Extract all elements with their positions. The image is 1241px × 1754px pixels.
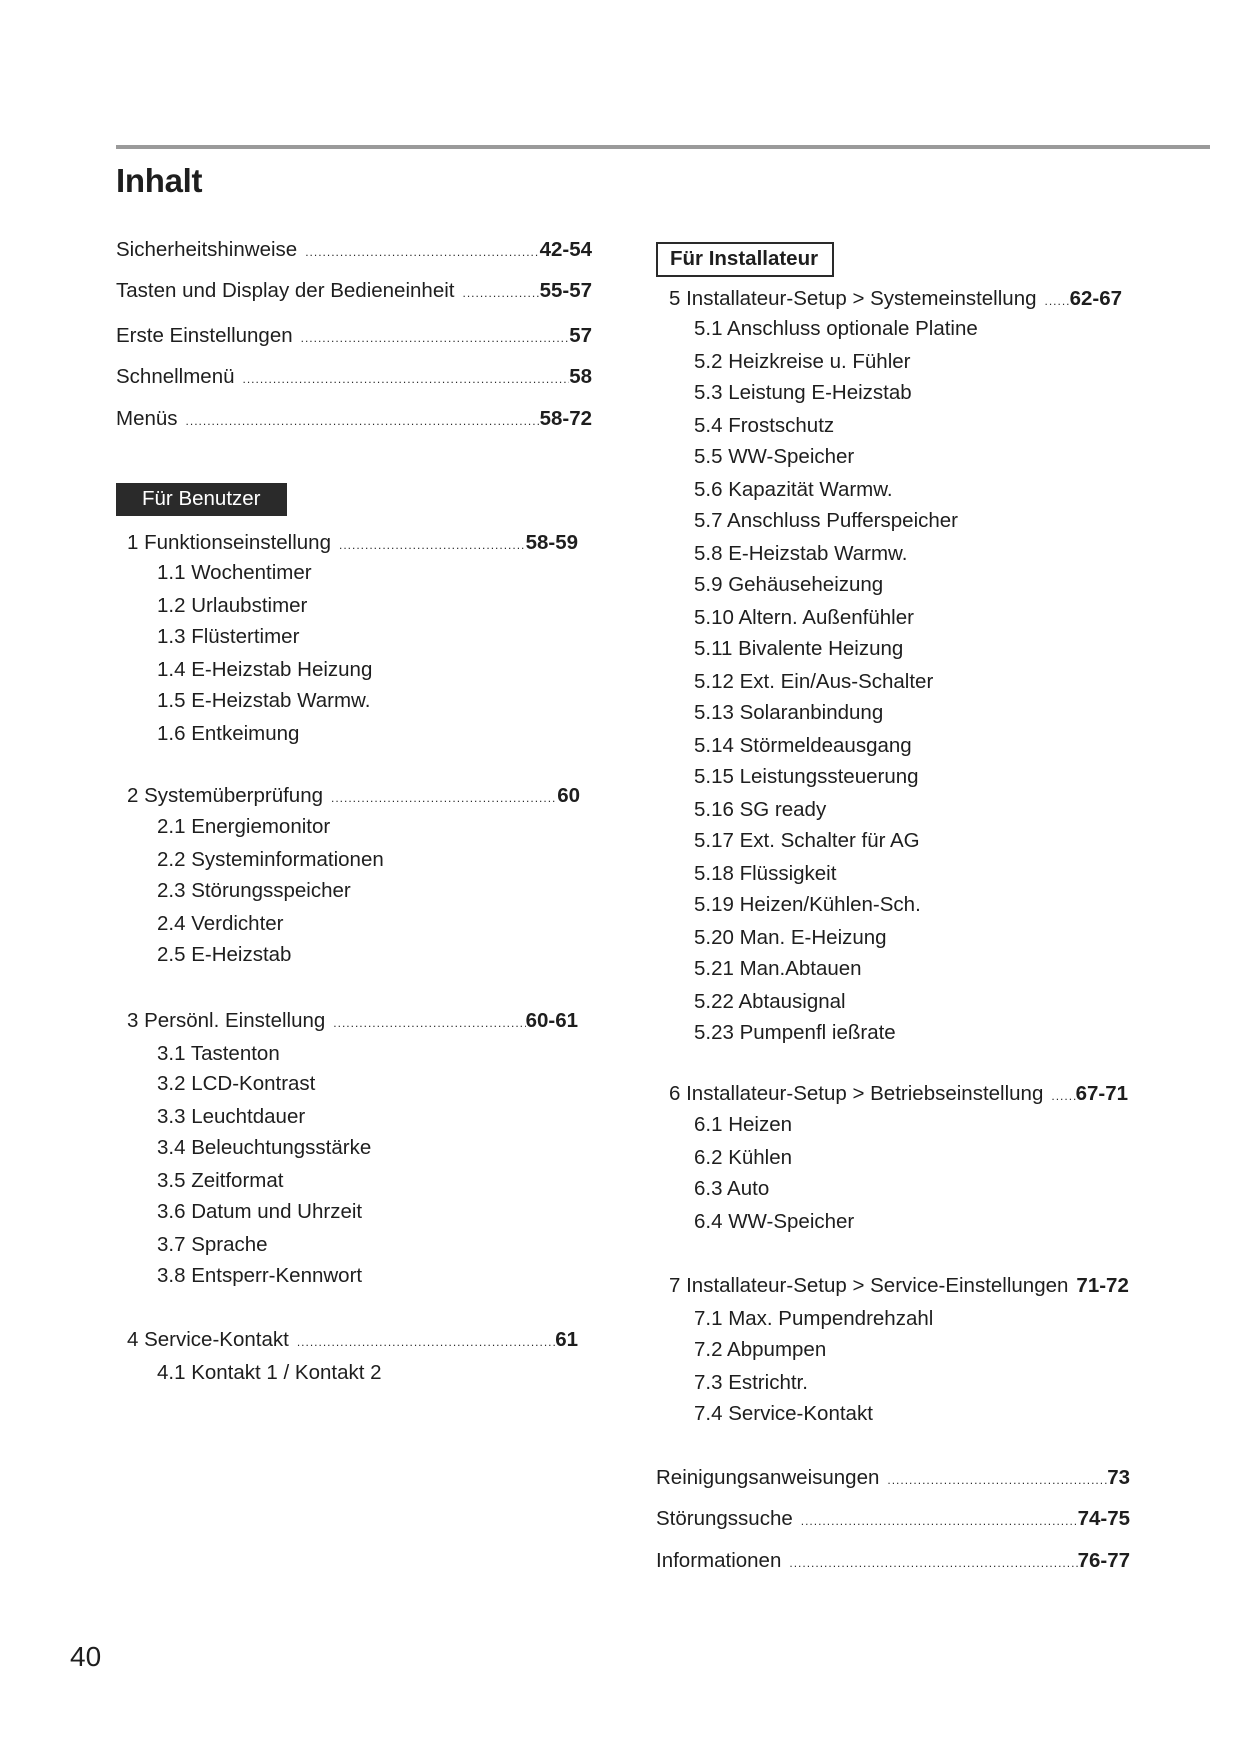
toc-subitem[interactable]: 3.3 Leuchtdauer (157, 1105, 306, 1128)
toc-subitem[interactable]: 2.3 Störungsspeicher (157, 879, 351, 902)
toc-subitem[interactable]: 5.19 Heizen/Kühlen-Sch. (694, 893, 921, 916)
dot-leader (339, 539, 526, 551)
toc-chapter[interactable] (127, 1011, 578, 1032)
toc-entry-label: Sicherheitshinweise (116, 238, 298, 261)
dot-leader (243, 373, 570, 385)
toc-entry[interactable] (116, 326, 592, 347)
toc-entry-label: Erste Einstellungen (116, 324, 293, 347)
toc-entry-page: 73 (1107, 1466, 1130, 1489)
page-number: 40 (70, 1641, 102, 1672)
toc-subitem[interactable]: 2.2 Systeminformationen (157, 848, 384, 871)
toc-subitem[interactable]: 5.6 Kapazität Warmw. (694, 478, 893, 501)
dot-leader (333, 1017, 525, 1029)
toc-entry-page: 57 (569, 324, 592, 347)
toc-subitem[interactable]: 5.5 WW-Speicher (694, 445, 855, 468)
toc-subitem[interactable]: 4.1 Kontakt 1 / Kontakt 2 (157, 1361, 382, 1384)
badge-fuer-benutzer: Für Benutzer (116, 483, 287, 516)
toc-subitem[interactable]: 3.8 Entsperr-Kennwort (157, 1264, 363, 1287)
toc-entry-page: 58 (569, 365, 592, 388)
toc-chapter[interactable] (669, 289, 1122, 310)
toc-subitem[interactable]: 5.11 Bivalente Heizung (694, 637, 904, 660)
toc-entry-label: Menüs (116, 407, 178, 430)
toc-chapter-page: 71-72 (1076, 1274, 1129, 1297)
toc-subitem[interactable]: 2.5 E-Heizstab (157, 943, 292, 966)
toc-chapter-page: 61 (555, 1328, 578, 1351)
toc-subitem[interactable]: 7.3 Estrichtr. (694, 1371, 808, 1394)
toc-subitem[interactable]: 5.15 Leistungssteuerung (694, 765, 919, 788)
toc-subitem[interactable]: 5.14 Störmeldeausgang (694, 734, 912, 757)
dot-leader (297, 1336, 555, 1348)
toc-subitem[interactable]: 1.6 Entkeimung (157, 722, 300, 745)
dot-leader (331, 792, 557, 804)
toc-chapter-page: 60-61 (525, 1009, 578, 1032)
toc-entry-label: Reinigungsanweisungen (656, 1466, 880, 1489)
toc-entry-label: Informationen (656, 1549, 782, 1572)
toc-chapter-page: 60 (557, 784, 580, 807)
dot-leader (186, 415, 540, 427)
toc-entry-page: 74-75 (1077, 1507, 1130, 1530)
toc-chapter-label: 6 Installateur-Setup > Betriebseinstellung (669, 1082, 1044, 1105)
toc-chapter[interactable] (127, 1330, 578, 1351)
toc-chapter-label: 7 Installateur-Setup > Service-Einstellungen (669, 1274, 1069, 1297)
toc-entry[interactable] (656, 1468, 1130, 1489)
toc-subitem[interactable]: 2.1 Energiemonitor (157, 815, 331, 838)
toc-subitem[interactable]: 5.9 Gehäuseheizung (694, 573, 884, 596)
toc-subitem[interactable]: 5.17 Ext. Schalter für AG (694, 829, 920, 852)
toc-subitem[interactable]: 5.22 Abtausignal (694, 990, 846, 1013)
header-rule (116, 145, 1210, 149)
toc-chapter-label: 2 Systemüberprüfung (127, 784, 324, 807)
toc-entry[interactable] (116, 240, 592, 261)
toc-entry[interactable] (116, 281, 592, 302)
toc-subitem[interactable]: 1.5 E-Heizstab Warmw. (157, 689, 371, 712)
toc-chapter-label: 1 Funktionseinstellung (127, 531, 331, 554)
toc-subitem[interactable]: 1.2 Urlaubstimer (157, 594, 308, 617)
toc-entry-label: Schnellmenü (116, 365, 235, 388)
toc-chapter-page: 67-71 (1075, 1082, 1128, 1105)
toc-subitem[interactable]: 7.2 Abpumpen (694, 1338, 827, 1361)
toc-subitem[interactable]: 3.1 Tastenton (157, 1042, 280, 1065)
dot-leader (462, 287, 539, 299)
dot-leader (301, 332, 570, 344)
toc-subitem[interactable]: 5.8 E-Heizstab Warmw. (694, 542, 908, 565)
toc-subitem[interactable]: 5.7 Anschluss Pufferspeicher (694, 509, 958, 532)
toc-entry[interactable] (656, 1509, 1130, 1530)
toc-entry[interactable] (656, 1551, 1130, 1572)
toc-chapter-page: 62-67 (1069, 287, 1122, 310)
dot-leader (789, 1557, 1077, 1569)
toc-subitem[interactable]: 5.4 Frostschutz (694, 414, 835, 437)
toc-subitem[interactable]: 7.1 Max. Pumpendrehzahl (694, 1307, 934, 1330)
toc-chapter-page: 58-59 (525, 531, 578, 554)
toc-subitem[interactable]: 1.3 Flüstertimer (157, 625, 300, 648)
toc-subitem[interactable]: 5.10 Altern. Außenfühler (694, 606, 914, 629)
toc-entry-page: 55-57 (539, 279, 592, 302)
toc-subitem[interactable]: 5.2 Heizkreise u. Fühler (694, 350, 911, 373)
toc-subitem[interactable]: 5.12 Ext. Ein/Aus-Schalter (694, 670, 934, 693)
toc-subitem[interactable]: 6.1 Heizen (694, 1113, 793, 1136)
toc-subitem[interactable]: 5.3 Leistung E-Heizstab (694, 381, 912, 404)
toc-subitem[interactable]: 5.20 Man. E-Heizung (694, 926, 887, 949)
toc-subitem[interactable]: 3.6 Datum und Uhrzeit (157, 1200, 363, 1223)
toc-subitem[interactable]: 6.3 Auto (694, 1177, 770, 1200)
badge-fuer-installateur: Für Installateur (656, 242, 834, 277)
toc-chapter[interactable] (669, 1084, 1128, 1105)
dot-leader (801, 1515, 1078, 1527)
dot-leader (1045, 295, 1070, 307)
toc-subitem[interactable]: 1.4 E-Heizstab Heizung (157, 658, 373, 681)
toc-chapter-label: 5 Installateur-Setup > Systemeinstellung (669, 287, 1037, 310)
toc-chapter-label: 4 Service-Kontakt (127, 1328, 289, 1351)
toc-subitem[interactable]: 5.23 Pumpenfl ießrate (694, 1021, 896, 1044)
toc-subitem[interactable]: 5.21 Man.Abtauen (694, 957, 862, 980)
toc-entry-label: Störungssuche (656, 1507, 793, 1530)
toc-entry-page: 76-77 (1077, 1549, 1130, 1572)
dot-leader (1051, 1090, 1075, 1102)
toc-subitem[interactable]: 6.4 WW-Speicher (694, 1210, 855, 1233)
toc-entry[interactable] (116, 409, 592, 430)
toc-subitem[interactable]: 5.18 Flüssigkeit (694, 862, 837, 885)
dot-leader (887, 1474, 1107, 1486)
toc-chapter[interactable] (127, 533, 578, 554)
toc-entry-page: 58-72 (539, 407, 592, 430)
toc-subitem[interactable]: 3.5 Zeitformat (157, 1169, 284, 1192)
toc-subitem[interactable]: 3.2 LCD-Kontrast (157, 1072, 316, 1095)
toc-entry[interactable] (116, 367, 592, 388)
toc-subitem[interactable]: 6.2 Kühlen (694, 1146, 793, 1169)
toc-subitem[interactable]: 5.1 Anschluss optionale Platine (694, 317, 978, 340)
toc-chapter[interactable] (127, 786, 580, 807)
toc-subitem[interactable]: 5.13 Solaranbindung (694, 701, 884, 724)
dot-leader (305, 246, 539, 258)
toc-entry-label: Tasten und Display der Bedieneinheit (116, 279, 455, 302)
toc-entry-page: 42-54 (539, 238, 592, 261)
toc-chapter[interactable] (669, 1274, 1129, 1297)
toc-subitem[interactable]: 2.4 Verdichter (157, 912, 284, 935)
toc-chapter-label: 3 Persönl. Einstellung (127, 1009, 326, 1032)
toc-subitem[interactable]: 7.4 Service-Kontakt (694, 1402, 873, 1425)
toc-subitem[interactable]: 3.4 Beleuchtungsstärke (157, 1136, 372, 1159)
toc-subitem[interactable]: 3.7 Sprache (157, 1233, 268, 1256)
toc-subitem[interactable]: 5.16 SG ready (694, 798, 827, 821)
page-title: Inhalt (116, 162, 203, 199)
toc-subitem[interactable]: 1.1 Wochentimer (157, 561, 312, 584)
